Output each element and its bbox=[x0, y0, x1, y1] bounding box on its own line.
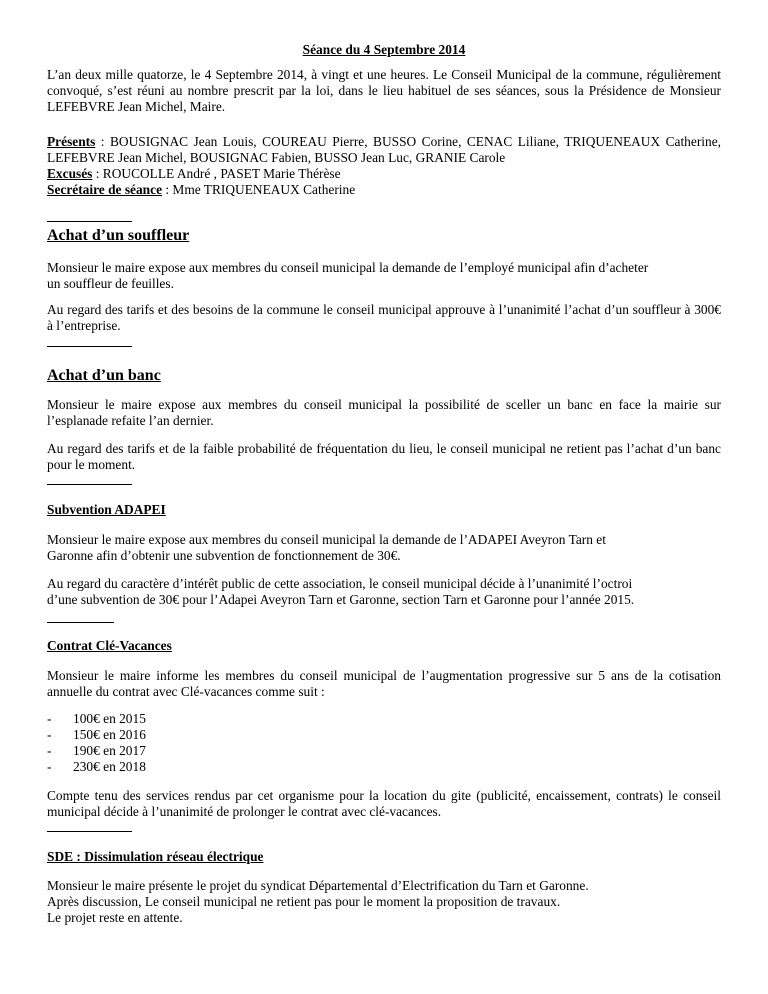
souffleur-paragraph-1-line-2: un souffleur de feuilles. bbox=[47, 276, 174, 291]
list-dash: - bbox=[47, 711, 52, 726]
souffleur-paragraph-2: Au regard des tarifs et des besoins de la commune le conseil municipal approuve à l’unanimité l’achat d’un souffleur à 300€ à l’entreprise. bbox=[47, 302, 721, 333]
intro-paragraph: L’an deux mille quatorze, le 4 Septembre 2014, à vingt et une heures. Le Conseil Municipal de la commune, régulièrement convoqué, s’est réuni au nombre prescrit par la loi, dans le lieu habituel de ses séances, sous la Présidence de Monsieur LEFEBVRE Jean Michel, Maire. bbox=[47, 67, 721, 114]
vacances-paragraph-1: Monsieur le maire informe les membres du conseil municipal de l’augmentation progressive sur 5 ans de la cotisation annuelle du contrat avec Clé-vacances comme suit : bbox=[47, 668, 721, 699]
list-item bbox=[47, 711, 447, 727]
secretary-name: : Mme TRIQUENEAUX Catherine bbox=[162, 182, 356, 197]
heading-souffleur: Achat d’un souffleur bbox=[47, 227, 190, 244]
secretary-label: Secrétaire de séance bbox=[47, 182, 163, 197]
adapei-paragraph-1-line-1: Monsieur le maire expose aux membres du conseil municipal la demande de l’ADAPEI Aveyron Tarn et bbox=[47, 532, 606, 547]
heading-sde: SDE : Dissimulation réseau électrique bbox=[47, 849, 264, 864]
excused-names: : ROUCOLLE André , PASET Marie Thérèse bbox=[92, 166, 341, 181]
attendance-excused bbox=[47, 166, 721, 182]
attendance-secretary bbox=[47, 182, 721, 198]
list-item-text: 100€ en 2015 bbox=[73, 711, 146, 726]
sde-line-2: Après discussion, Le conseil municipal ne retient pas pour le moment la proposition de travaux. bbox=[47, 894, 561, 909]
separator-line bbox=[47, 622, 114, 623]
document-title: Séance du 4 Septembre 2014 bbox=[302, 42, 466, 57]
list-item bbox=[47, 727, 447, 743]
separator-line bbox=[47, 346, 132, 347]
adapei-paragraph-1-line-2: Garonne afin d’obtenir une subvention de fonctionnement de 30€. bbox=[47, 548, 401, 563]
banc-paragraph-1: Monsieur le maire expose aux membres du conseil municipal la possibilité de sceller un banc en face la mairie sur l’esplanade refaite l’an dernier. bbox=[47, 397, 721, 428]
excused-label: Excusés bbox=[47, 166, 93, 181]
list-dash: - bbox=[47, 759, 52, 774]
heading-cle-vacances: Contrat Clé-Vacances bbox=[47, 638, 172, 653]
adapei-paragraph-2-line-1: Au regard du caractère d’intérêt public de cette association, le conseil municipal décide à l’unanimité l’octroi bbox=[47, 576, 633, 591]
list-item bbox=[47, 743, 447, 759]
list-item bbox=[47, 759, 447, 775]
list-item-text: 190€ en 2017 bbox=[73, 743, 146, 758]
list-item-text: 150€ en 2016 bbox=[73, 727, 146, 742]
list-dash: - bbox=[47, 743, 52, 758]
attendance-present bbox=[47, 134, 721, 166]
vacances-paragraph-2: Compte tenu des services rendus par cet organisme pour la location du gite (publicité, encaissement, contrats) le conseil municipal décide à l’unanimité de prolonger le contrat avec clé-vacances. bbox=[47, 788, 721, 819]
heading-banc: Achat d’un banc bbox=[47, 367, 161, 384]
banc-paragraph-2: Au regard des tarifs et de la faible probabilité de fréquentation du lieu, le conseil municipal ne retient pas l’achat d’un banc pour le moment. bbox=[47, 441, 721, 472]
sde-line-1: Monsieur le maire présente le projet du syndicat Départemental d’Electrification du Tarn et Garonne. bbox=[47, 878, 589, 893]
cotisation-list bbox=[47, 711, 447, 775]
heading-adapei: Subvention ADAPEI bbox=[47, 502, 166, 517]
adapei-paragraph-2-line-2: d’une subvention de 30€ pour l’Adapei Aveyron Tarn et Garonne, section Tarn et Garonne pour l’année 2015. bbox=[47, 592, 635, 607]
present-separator: : bbox=[95, 134, 110, 149]
present-names: BOUSIGNAC Jean Louis, COUREAU Pierre, BUSSO Corine, CENAC Liliane, TRIQUENEAUX Catherine, LEFEBVRE Jean Michel, BOUSIGNAC Fabien, BUSSO Jean Luc, GRANIE Carole bbox=[47, 134, 721, 165]
souffleur-paragraph-1-line-1: Monsieur le maire expose aux membres du conseil municipal la demande de l’employé municipal afin d’acheter bbox=[47, 260, 649, 275]
separator-line bbox=[47, 221, 132, 222]
separator-line bbox=[47, 831, 132, 832]
list-item-text: 230€ en 2018 bbox=[73, 759, 146, 774]
sde-line-3: Le projet reste en attente. bbox=[47, 910, 183, 925]
separator-line bbox=[47, 484, 132, 485]
list-dash: - bbox=[47, 727, 52, 742]
present-label: Présents bbox=[47, 134, 96, 149]
